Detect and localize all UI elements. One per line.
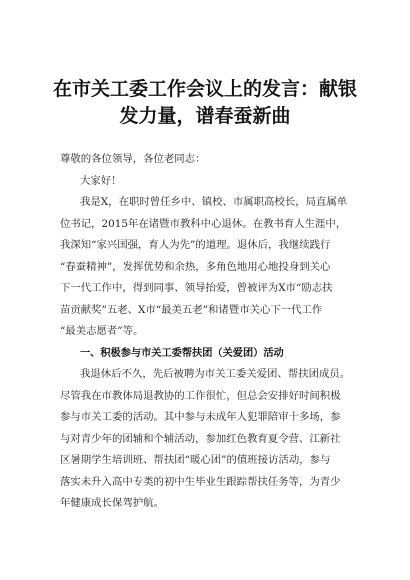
document-body — [60, 149, 354, 515]
paragraph-line: 我退休后不久，先后被聘为市关工委关爱团、帮扶团成员。 — [80, 368, 351, 380]
paragraph-line: 我是X，在职时曾任乡中、镇校、市属职高校长，局直属单 — [80, 196, 348, 208]
paragraph-self-introduction — [60, 192, 354, 343]
title-line-1: 在市关工委工作会议上的发言：献银 — [52, 78, 357, 100]
greeting: 大家好！ — [80, 174, 122, 187]
paragraph-line: 我深知“家兴国强，育人为先”的道理。退休后，我继续践行 — [60, 239, 331, 251]
paragraph-line: 区暑期学生培训班、帮扶团“暖心团”的值班接访活动，参与 — [60, 454, 331, 466]
paragraph-line: 苗贡献奖”五老、X市“最美五老”和诸暨市关心下一代工作 — [60, 303, 323, 316]
paragraph-line: “最美志愿者”等。 — [60, 325, 144, 337]
paragraph-line: 位书记，2015年在诸暨市教科中心退休。在教书育人生涯中， — [60, 217, 347, 230]
paragraph-activities — [60, 364, 354, 515]
paragraph-line: 下一代工作中，得到同事、领导抬爱，曾被评为X市“励志扶 — [60, 282, 333, 294]
paragraph-line: 与对青少年的团辅和个辅活动，参加红色教育夏令营、江新社 — [60, 432, 341, 445]
document-title — [40, 76, 370, 130]
paragraph-line: 落实未升入高中专类的初中生毕业生跟踪帮扶任务等，为青少 — [60, 475, 341, 488]
paragraph-line: 年健康成长保驾护航。 — [60, 497, 164, 509]
paragraph-line: 尽管我在市教体局退教协的工作很忙，但总会安排好时间积极 — [60, 389, 341, 402]
title-line-2: 发力量，谱春蚕新曲 — [119, 105, 291, 127]
paragraph-line: 参与市关工委的活动。其中参与未成年人犯罪陪审十多场，参 — [60, 411, 341, 423]
salutation: 尊敬的各位领导，各位老同志： — [60, 153, 206, 165]
paragraph-line: “春蚕精神”，发挥优势和余热，多角色地用心地投身到关心 — [60, 260, 331, 273]
section-heading: 一、积极参与市关工委帮扶团（关爱团）活动 — [80, 347, 284, 359]
